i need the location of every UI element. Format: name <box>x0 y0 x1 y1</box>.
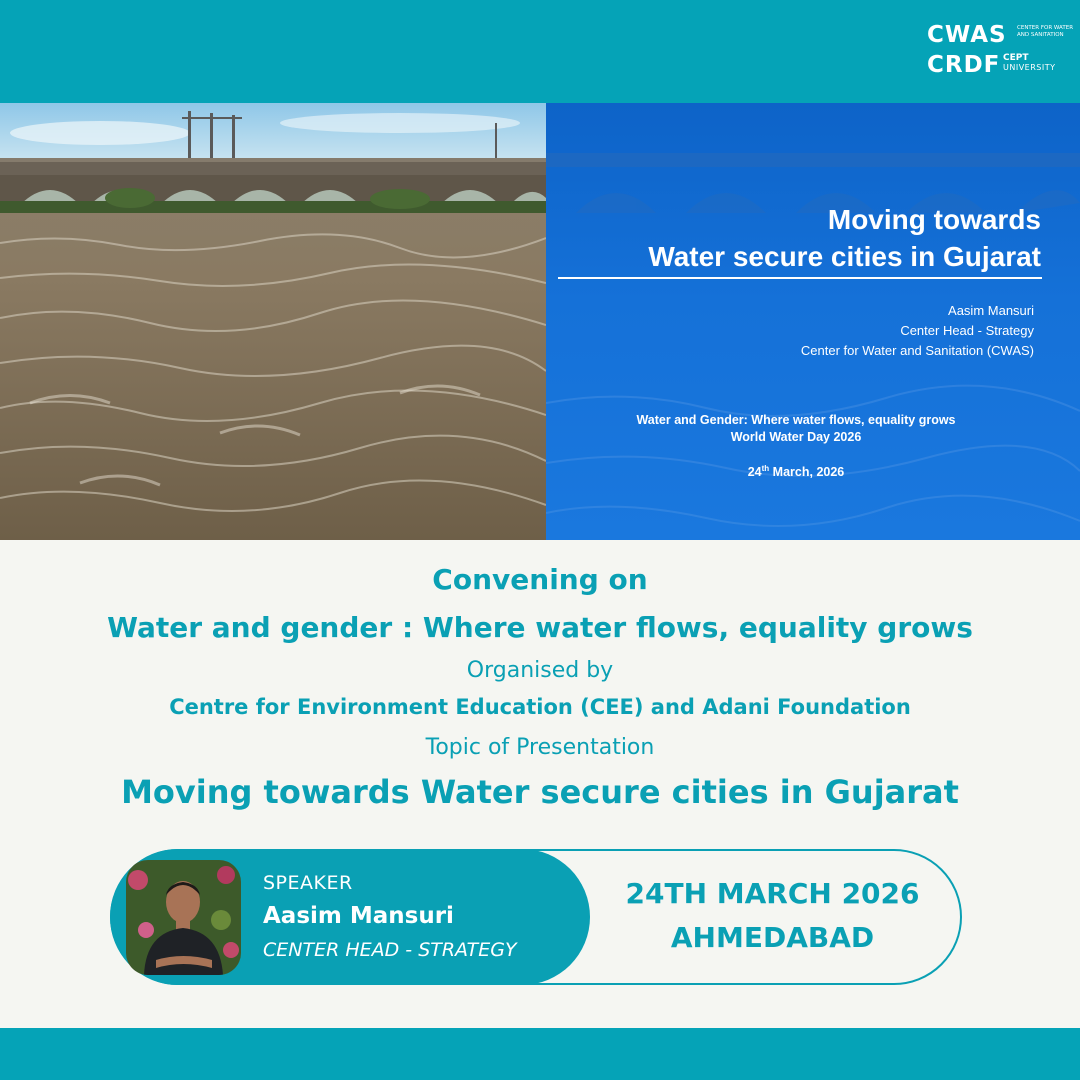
speaker-portrait <box>126 860 241 975</box>
slide-date-suffix: th <box>761 464 770 473</box>
slide-date-rest: March, 2026 <box>769 465 845 480</box>
slide-presenter-name: Aasim Mansuri <box>948 303 1034 318</box>
slide-title-line2: Water secure cities in Gujarat <box>648 241 1041 272</box>
event-theme: Water and gender : Where water flows, equality grows <box>107 611 973 644</box>
topic-label: Topic of Presentation <box>425 735 655 760</box>
speaker-name: Aasim Mansuri <box>263 903 454 929</box>
slide-divider <box>558 277 1042 279</box>
slide-date-day: 24 <box>747 465 762 480</box>
event-heading: Convening on <box>432 563 648 596</box>
logo-university-text: UNIVERSITY <box>1003 63 1056 72</box>
presentation-topic: Moving towards Water secure cities in Gujarat <box>121 773 959 811</box>
river-bridge-photo <box>0 103 546 540</box>
speaker-role: CENTER HEAD - STRATEGY <box>263 939 517 961</box>
presentation-slide <box>546 103 1080 540</box>
event-date: 24TH MARCH 2026 <box>625 877 920 910</box>
slide-date <box>586 461 1006 480</box>
event-date-location <box>600 872 945 960</box>
speaker-label: SPEAKER <box>263 872 353 894</box>
organised-by-label: Organised by <box>466 658 614 683</box>
slide-event-line1: Water and Gender: Where water flows, equality grows <box>636 413 956 427</box>
cwas-crdf-logo <box>927 22 1074 82</box>
river-bridge-illustration <box>0 103 546 540</box>
speaker-avatar <box>126 860 241 975</box>
organisers: Centre for Environment Education (CEE) and Adani Foundation <box>169 695 911 719</box>
slide-presenter-org: Center for Water and Sanitation (CWAS) <box>800 343 1034 358</box>
slide-title-line1: Moving towards <box>827 204 1041 235</box>
event-city: AHMEDABAD <box>670 921 875 954</box>
top-banner <box>0 0 1080 103</box>
logo-cwas-tagline: CENTER FOR WATER AND SANITATION <box>1017 25 1074 38</box>
slide-presenter-role: Center Head - Strategy <box>900 323 1034 338</box>
bottom-banner <box>0 1028 1080 1080</box>
logo-cept-text: CEPT <box>1003 53 1029 63</box>
logo-crdf-text: CRDF <box>927 52 1001 78</box>
slide-event-line2: World Water Day 2026 <box>730 430 862 444</box>
logo-cwas-text: CWAS <box>927 22 1007 48</box>
